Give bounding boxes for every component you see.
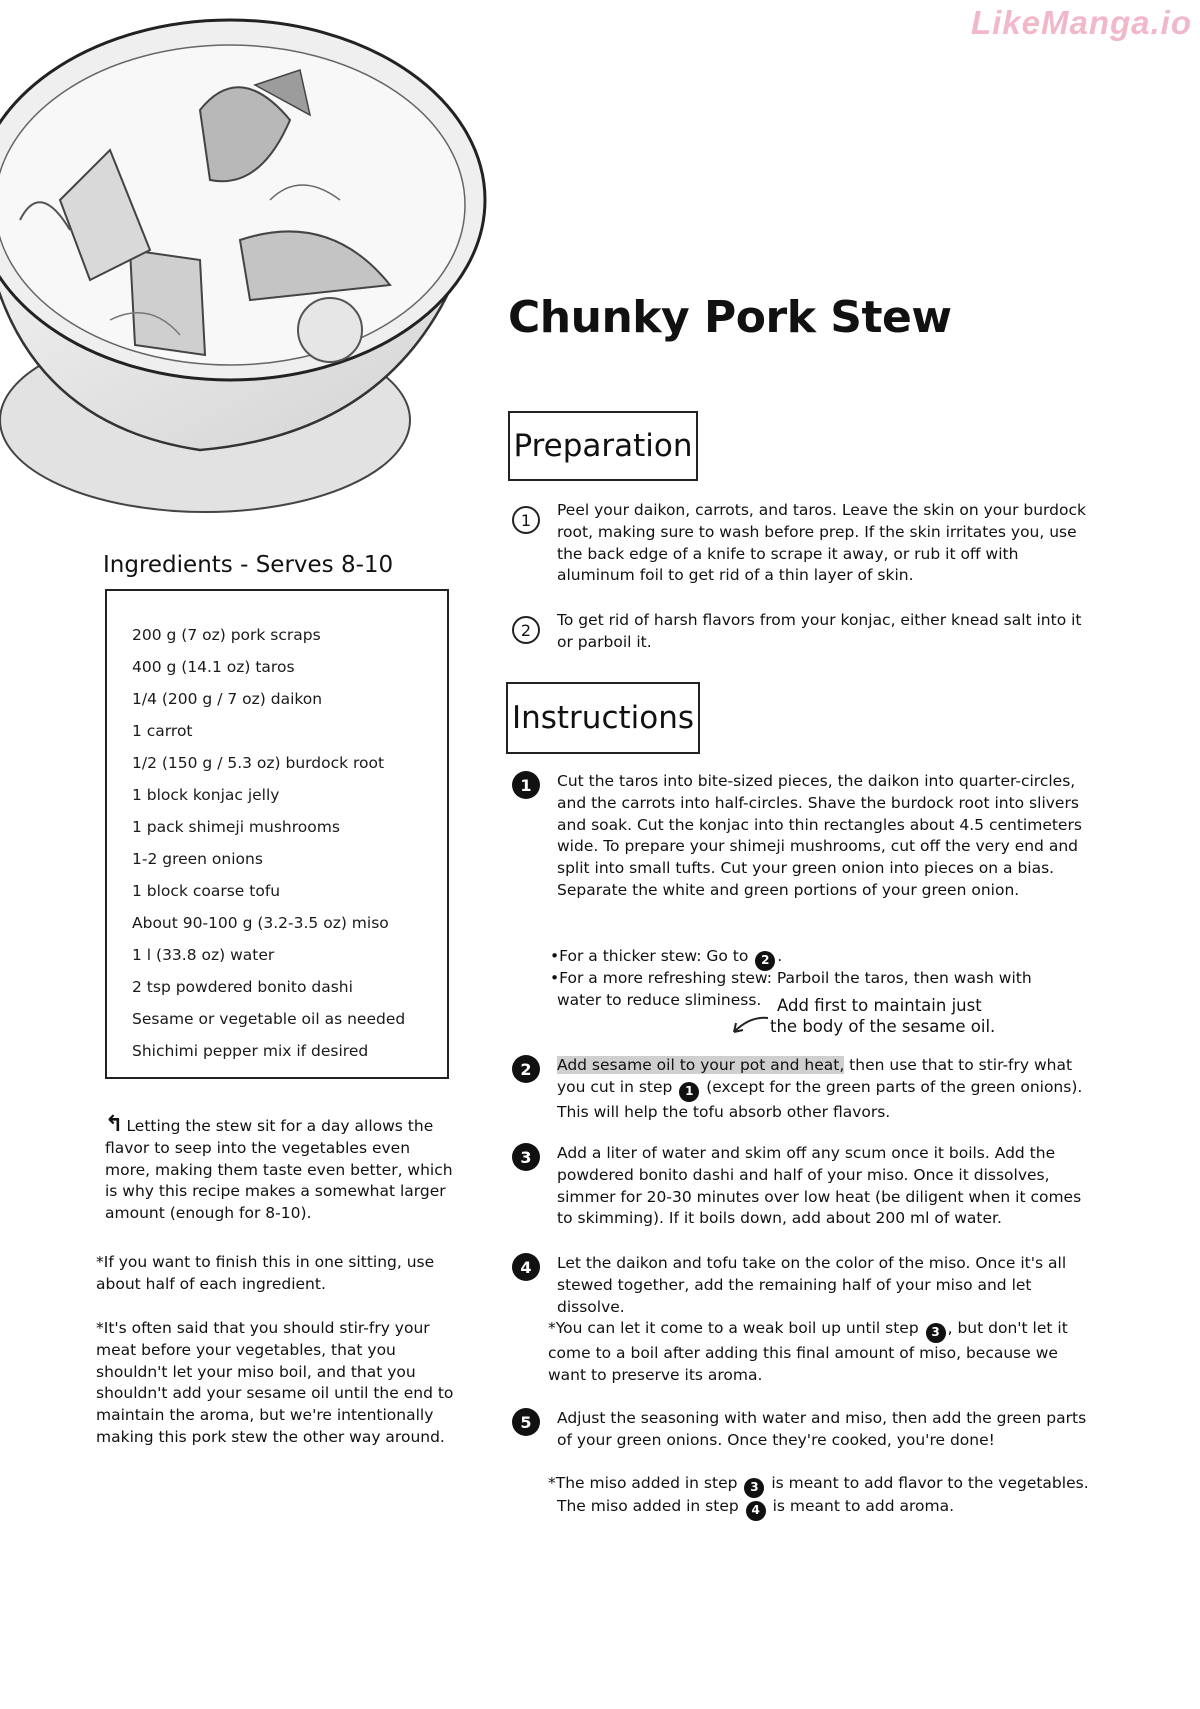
instr-step-5-text: Adjust the seasoning with water and miso, then add the green parts of your green onions. Once they're cooked, you're done! [557, 1409, 1087, 1449]
instr-step-5 [512, 1408, 1092, 1452]
ingredient-item: 1-2 green onions [132, 850, 263, 868]
instr-step-2: 2 Add sesame oil to your pot and heat, then use that to stir-fry what you cut in step 1 (except for the green parts of the green onions). This will help the tofu absorb other flavors. [512, 1055, 1092, 1123]
final-note-line1: *The miso added in step 3 is meant to add flavor to the vegetables. [548, 1473, 1089, 1498]
ingredient-item: 200 g (7 oz) pork scraps [132, 626, 321, 644]
instr-step-3-number: 3 [512, 1143, 540, 1171]
instr-step-3 [512, 1143, 1092, 1230]
ingredient-item: 1 carrot [132, 722, 193, 740]
ingredient-item: About 90-100 g (3.2-3.5 oz) miso [132, 914, 389, 932]
ingredient-item: Shichimi pepper mix if desired [132, 1042, 369, 1060]
note-one-sitting: *If you want to finish this in one sitting, use about half of each ingredient. [96, 1253, 435, 1293]
stew-bowl-illustration [0, 0, 500, 520]
step-ref-badge: 2 [755, 951, 775, 971]
step-ref-badge: 3 [744, 1478, 764, 1498]
ingredient-item: 400 g (14.1 oz) taros [132, 658, 295, 676]
ingredient-item: 1 l (33.8 oz) water [132, 946, 275, 964]
preparation-heading: Preparation [508, 411, 698, 481]
thicker-stew-tip: •For a thicker stew: Go to 2 . [550, 946, 782, 971]
step-4-note: *You can let it come to a weak boil up until step 3 , but don't let it come to a boil after adding this final amount of miso, because we want to preserve its aroma. [548, 1319, 1068, 1384]
ingredient-item: 1/4 (200 g / 7 oz) daikon [132, 690, 323, 708]
instr-step-5-number: 5 [512, 1408, 540, 1436]
instr-step-1-number: 1 [512, 771, 540, 799]
note-letting-sit-text: Letting the stew sit for a day allows the flavor to seep into the vegetables even more, making them taste even better, which is why this recipe makes a somewhat larger amount (enough for 8-10). [105, 1117, 453, 1223]
step-ref-badge: 4 [746, 1501, 766, 1521]
final-note-line2: The miso added in step 4 is meant to add aroma. [557, 1496, 954, 1521]
ingredients-list [107, 591, 447, 1067]
ingredient-item: 1 block konjac jelly [132, 786, 280, 804]
instr-step-2-number: 2 [512, 1055, 540, 1083]
instr-step-4-number: 4 [512, 1253, 540, 1281]
ingredient-item: 1/2 (150 g / 5.3 oz) burdock root [132, 754, 385, 772]
handwritten-annotation: Add first to maintain just the body of the sesame oil. [770, 996, 996, 1036]
refreshing-stew-tip-line1: •For a more refreshing stew: Parboil the taros, then wash with [550, 969, 1032, 987]
prep-step-2 [512, 610, 1092, 654]
note-often-said: *It's often said that you should stir-fry your meat before your vegetables, that you shouldn't let your miso boil, and that you shouldn't add your sesame oil until the end to maintain the aroma, but we're intentionally making this pork stew the other way around. [96, 1319, 454, 1446]
note-letting-sit [105, 1114, 457, 1225]
prep-step-1-text: Peel your daikon, carrots, and taros. Leave the skin on your burdock root, making sure to wash before prep. If the skin irritates you, use the back edge of a knife to scrape it away, or rub it off with aluminum foil to get rid of a thin layer of skin. [557, 501, 1086, 585]
refreshing-stew-tip-line2: water to reduce sliminess. [557, 991, 762, 1009]
ingredients-heading: Ingredients - Serves 8-10 [103, 552, 394, 578]
step-ref-badge: 3 [926, 1323, 946, 1343]
instr-step-1-text: Cut the taros into bite-sized pieces, the daikon into quarter-circles, and the carrots into half-circles. Shave the burdock root into slivers and soak. Cut the konjac into thin rectangles about 4.5 centimeters wide. To prepare your shimeji mushrooms, cut off the very end and split into small tufts. Cut your green onion into pieces on a bias. Separate the white and green portions of your green onion. [557, 772, 1082, 899]
ingredient-item: 2 tsp powdered bonito dashi [132, 978, 353, 996]
prep-step-2-number: 2 [512, 616, 540, 644]
highlighted-text: Add sesame oil to your pot and heat, [557, 1056, 845, 1074]
watermark-logo: LikeManga.io [970, 4, 1192, 41]
ingredient-item: 1 block coarse tofu [132, 882, 281, 900]
instr-step-3-text: Add a liter of water and skim off any scum once it boils. Add the powdered bonito dashi and half of your miso. Once it dissolves, simmer for 20-30 minutes over low heat (be diligent when it comes to skimming). If it boils down, add about 200 ml of water. [557, 1144, 1082, 1228]
prep-step-2-text: To get rid of harsh flavors from your konjac, either knead salt into it or parboil it. [557, 611, 1082, 651]
ingredients-box [105, 589, 449, 1079]
instr-step-4 [512, 1253, 1092, 1318]
prep-step-1-number: 1 [512, 506, 540, 534]
instructions-heading: Instructions [506, 682, 700, 754]
prep-step-1 [512, 500, 1092, 587]
annotation-arrow-icon [728, 1010, 772, 1040]
instr-step-4-text: Let the daikon and tofu take on the color of the miso. Once it's all stewed together, add the remaining half of your miso and let dissolve. [557, 1254, 1067, 1316]
up-arrow-icon: ↰ [105, 1112, 124, 1137]
recipe-title: Chunky Pork Stew [508, 292, 952, 343]
step-ref-badge: 1 [679, 1082, 699, 1102]
instr-step-1 [512, 771, 1092, 902]
ingredient-item: 1 pack shimeji mushrooms [132, 818, 340, 836]
ingredient-item: Sesame or vegetable oil as needed [132, 1010, 406, 1028]
